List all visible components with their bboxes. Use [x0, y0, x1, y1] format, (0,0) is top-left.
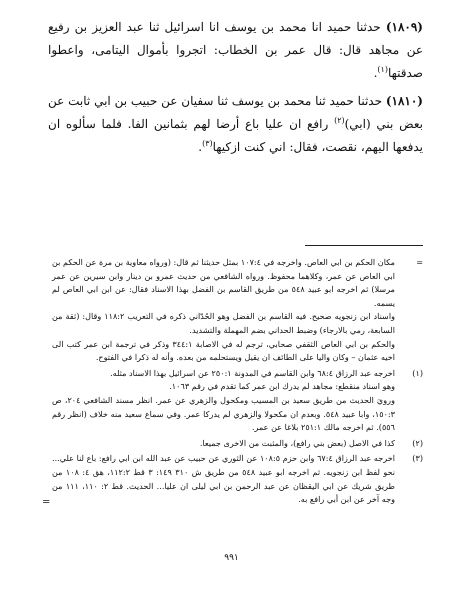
- page-number: ٩٩١: [224, 553, 239, 563]
- footnote-line: اخرجه عبد الرزاق ٦٧:٤ وابن حزم ١٠٨:٥ عن الثوري عن حبيب عن عبد الله ابن ابي رافع: باع لنا علي... نحو لفظ ابن زنجويه. ثم اخرجه ابو عبيد ٥٤٨ من طريق ش ٣١٠ ١٤٩: ٣ قط ١١٢:٢، هق ٤: ١٠٨ من طريق شريك عن ابي اليقظان عن عبد الرحمن بن ابي ليلى ان عليا... الحديث. قط ٢: ١١٠، ١١١ من وجه آخر عن ابن أبي رافع به.: [52, 453, 395, 505]
- footnote-line: مكان الحكم بن ابي العاص. واخرجه في ١٠٧:٤ بمثل حديثنا ثم قال: (ورواه معاوية بن مرة عن الحكم بن ابي العاص عن عمر، وكلاهما محفوظ. ورواه الشافعي من حديث عمرو بن دينار وابن سيرين عن عمر مرسلا) ثم اخرجه ابو عبيد ٥٤٨ من طريق القاسم بن الفضل بهذا الاسناد فقال: عن ابن ابي العاص لم يسمه.: [52, 257, 396, 308]
- footnote-line: كذا في الاصل (بعض بني رافع)، والمثبت من الاخرى جميعا.: [199, 437, 395, 448]
- footnote-line: اخرجه عبد الرزاق ٦٨:٤ وابن القاسم في المدونة ٢٥٠:١ عن اسرائيل بهذا الاسناد مثله.: [110, 367, 395, 378]
- footnote-line: وهو اسناد منقطع: مجاهد لم يدرك ابن عمر كما تقدم في رقم ١٠٦٣.: [169, 381, 395, 392]
- main-text: [48, 16, 423, 164]
- footnote-line: والحكم بن ابي العاص الثقفي صحابي، ترجم له في الاصابة ٣٤٤:١ وذكر في ترجمة ابن عمر كتب الى اخيه عثمان – وكان واليا على الطائف ان يقيل ويستحلمه من بعده. وأنه له ذكرا في الفتوح.: [52, 338, 395, 363]
- hadith-text-continued: رافع ان عليا باع أرضا لهم بثمانين الفا. فلما سألوه ان يدفعها اليهم، نقصت، فقال: اني كنت ازكيها: [48, 117, 423, 154]
- footnote-line: ورويَ الحديث من طريق سعيد بن المسيب ومكحول والزهري عن عمر. انظر مسند الشافعي ٢٠٤، ص ١٥٠:٣، وابا عبيد ٥٤٨. وبعدم ان مكحولا والزهري لم يدركا عمر. وفي سماع سعيد منه خلاف (انظر رقم ٥٥٦). ثم اخرجه مالك ٢٥١:١ بلاغا عن عمر.: [52, 394, 395, 433]
- hadith-end: .: [198, 140, 203, 154]
- continuation-mark: =: [42, 497, 51, 508]
- footnote-line: واسناد ابن زنجويه صحيح. فيه القاسم بن الفضل وهو الحُدّاني ذكره في التعريب ١١٨:٢ وقال: (ثقة من السابعة، رمي بالارجاء) وضبط الحداني بضم المهملة والتشديد.: [52, 311, 395, 335]
- footnote-2: [52, 437, 423, 451]
- footnote-marker: (٣): [412, 453, 423, 464]
- hadith-number: (١٨٠٩): [385, 20, 423, 34]
- footnote-3: [52, 452, 423, 506]
- hadith-number: (١٨١٠): [385, 94, 423, 108]
- hadith-text: حدثنا حميد انا محمد بن يوسف انا اسرائيل ثنا عبد العزيز بن رفيع عن مجاهد قال: قال عمر بن الخطاب: اتجروا بأموال اليتامى، واعطوا صدقتها: [48, 20, 423, 80]
- footnote-ref: (٣): [202, 139, 213, 148]
- footnote-ref: (٢): [334, 116, 345, 125]
- footnote-marker: (٢): [412, 437, 423, 448]
- footnote-continued: [52, 256, 423, 365]
- footnote-separator: [305, 245, 423, 246]
- hadith-1810: [48, 90, 423, 159]
- footnotes: [52, 256, 423, 509]
- hadith-text: حدثنا حميد ثنا محمد بن يوسف ثنا سفيان عن حبيب بن ابي ثابت عن بعض بني (ابي): [48, 94, 423, 131]
- footnote-ref: (١): [377, 65, 388, 74]
- footnote-marker: =: [416, 257, 423, 267]
- footnote-marker: (١): [412, 367, 423, 378]
- footnote-1: [52, 367, 423, 435]
- hadith-1809: (١٨٠٩) حدثنا حميد انا محمد بن يوسف انا اسرائيل ثنا عبد العزيز بن رفيع عن مجاهد قال: قال عمر بن الخطاب: اتجروا بأموال اليتامى، واعطوا صدقتها$^{(١)}$.: [48, 20, 423, 80]
